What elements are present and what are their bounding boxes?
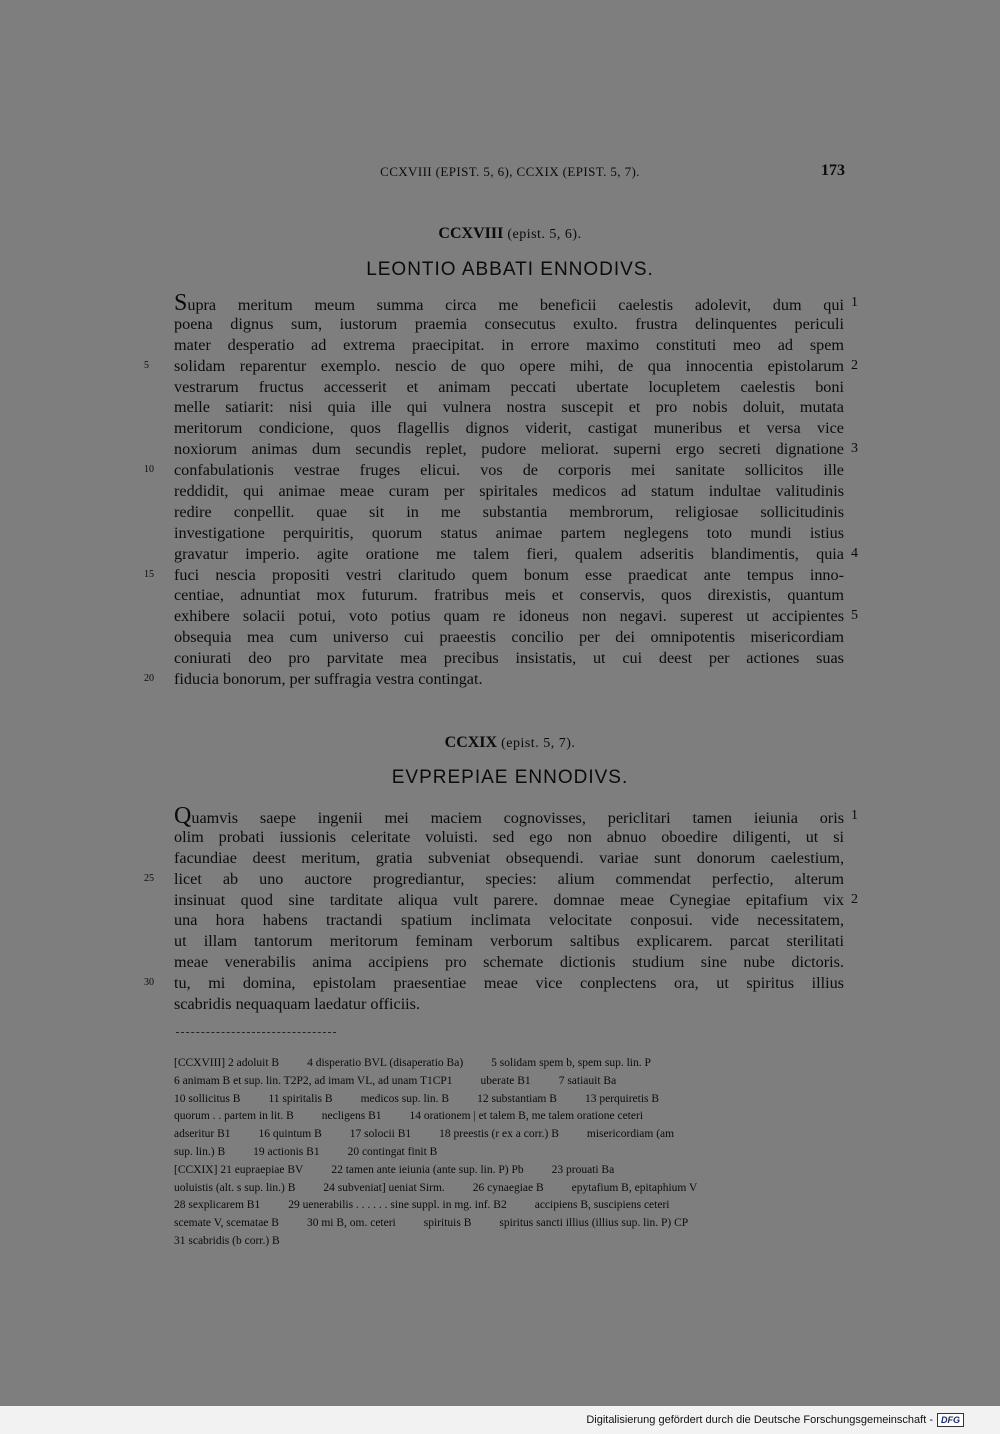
- section-address: LEONTIO ABBATI ENNODIVS.: [366, 259, 654, 280]
- critical-apparatus: [174, 1055, 846, 1251]
- text-line: [174, 931, 844, 952]
- running-head-title: CCXVIII (EPIST. 5, 6), CCXIX (EPIST. 5, 7).: [380, 164, 640, 179]
- text-line-content: exhibere solacii potui, voto potius quam re idoneus non negavi. superest ut accipientes: [174, 607, 844, 626]
- text-line: [174, 397, 844, 418]
- apparatus-entry: spirituis B: [423, 1217, 472, 1230]
- text-line-content: solidam reparentur exemplo. nescio de quo opere mihi, de qua innocentia epistolarum: [174, 356, 844, 375]
- funding-footer: [586, 1413, 964, 1427]
- apparatus-entry: 18 preestis (r ex a corr.) B: [439, 1128, 559, 1141]
- text-line-content: olim probati iussionis celeritate voluisti. sed ego non abnuo oboedire diligenti, ut si: [174, 827, 844, 846]
- section-heading-ccxviii: [175, 225, 845, 243]
- text-line-content: gravatur imperio. agite oratione me talem fieri, qualem adseritis blandimentis, quia: [174, 544, 844, 563]
- paragraph-number: 2: [851, 357, 858, 373]
- funding-text: Digitalisierung gefördert durch die Deutsche Forschungsgemeinschaft -: [586, 1414, 933, 1426]
- text-line: [144, 669, 844, 690]
- text-line-content: [174, 290, 844, 316]
- apparatus-entry: uoluistis (alt. s sup. lin.) B: [174, 1181, 296, 1194]
- apparatus-entry: scemate V, scematae B: [174, 1217, 279, 1230]
- apparatus-line: [174, 1197, 846, 1215]
- text-line: [144, 356, 858, 377]
- letter-text-ccxix: [144, 803, 858, 1015]
- text-line: [174, 627, 844, 648]
- first-line-rest: uamvis saepe ingenii mei maciem cognovisses, periclitari tamen ieiunia oris: [191, 809, 844, 827]
- apparatus-entry: [CCXIX] 21 eupraepiae BV: [174, 1163, 304, 1176]
- apparatus-line: [174, 1055, 846, 1073]
- section-reference: (epist. 5, 6).: [507, 227, 582, 242]
- apparatus-entry: accipiens B, suscipiens ceteri: [534, 1199, 670, 1212]
- text-line-content: meae venerabilis anima accipiens pro schemate dictionis studium sine nube dictoris.: [174, 953, 844, 972]
- paragraph-number: 2: [851, 891, 858, 907]
- section-reference: (epist. 5, 7).: [501, 736, 576, 751]
- text-line-content: una hora habens tractandi spatium inclimata velocitate conposui. vide necessitatem,: [174, 911, 844, 930]
- text-line: [174, 439, 858, 460]
- letter-text-ccxviii: [144, 290, 858, 690]
- paragraph-number: 5: [851, 608, 858, 624]
- apparatus-line: [174, 1233, 846, 1251]
- text-line: [174, 890, 858, 911]
- text-line: [174, 418, 844, 439]
- text-line: [174, 606, 858, 627]
- text-line-content: fiducia bonorum, per suffragia vestra contingat.: [174, 670, 483, 689]
- text-line-content: redire conpellit. quae sit in me substantia membrorum, religiosae sollicitudinis: [174, 502, 844, 521]
- text-line-content: mater desperatio ad extrema praecipitat. in errore maximo constituti meo ad spem: [174, 335, 844, 354]
- initial-letter: S: [174, 290, 188, 316]
- text-line-content: coniurati deo pro parvitate mea precibus insistatis, ut cui deest per actiones suas: [174, 649, 844, 668]
- line-number: 20: [144, 673, 154, 685]
- apparatus-line: [174, 1162, 846, 1180]
- line-number: 25: [144, 872, 154, 884]
- apparatus-entry: 7 satiauit Ba: [558, 1074, 617, 1087]
- text-line: [174, 523, 844, 544]
- section-number: CCXIX: [444, 734, 498, 751]
- apparatus-line: [174, 1108, 846, 1126]
- text-line: [144, 973, 844, 994]
- apparatus-line: [174, 1091, 846, 1109]
- text-line-content: [174, 803, 844, 829]
- dfg-logo: DFG: [937, 1413, 964, 1427]
- apparatus-entry: 20 contingat finit B: [347, 1145, 438, 1158]
- section-heading-ccxix: [175, 734, 845, 752]
- apparatus-entry: medicos sup. lin. B: [360, 1092, 450, 1105]
- apparatus-entry: 17 solocii B1: [349, 1128, 412, 1141]
- line-number: 10: [144, 464, 154, 476]
- text-line: [174, 335, 844, 356]
- page-number: 173: [821, 162, 845, 179]
- text-line: [144, 565, 844, 586]
- text-line-content: poena dignus sum, iustorum praemia consecutus exulto. frustra delinquentes periculi: [174, 314, 844, 333]
- text-line-content: facundiae deest meritum, gratia subveniat obsequendi. variae sunt donorum caelestium,: [174, 848, 844, 867]
- text-line: [174, 290, 858, 316]
- apparatus-entry: quorum . . partem in lit. B: [174, 1110, 294, 1123]
- text-line-content: melle satiarit: nisi quia ille qui vulnera nostra suscepit et pro nobis doluit, mutata: [174, 398, 844, 417]
- apparatus-line: [174, 1180, 846, 1198]
- paragraph-number: 4: [851, 545, 858, 561]
- text-line: [174, 481, 844, 502]
- apparatus-entry: 24 subveniat] ueniat Sirm.: [323, 1181, 445, 1194]
- text-line-content: tu, mi domina, epistolam praesentiae meae vice conplectens ora, ut spiritus illius: [174, 974, 844, 993]
- apparatus-entry: 22 tamen ante ieiunia (ante sup. lin. P) Pb: [331, 1163, 524, 1176]
- paragraph-number: 3: [851, 441, 858, 457]
- line-number: 15: [144, 568, 154, 580]
- text-line: [174, 952, 844, 973]
- text-line-content: scabridis nequaquam laedatur officiis.: [174, 995, 421, 1014]
- text-line-content: investigatione perquiritis, quorum status animae partem neglegens toto mundi istius: [174, 523, 844, 542]
- text-line-content: licet ab uno auctore progrediantur, species: alium commendat perfectio, alterum: [174, 869, 844, 888]
- apparatus-entry: misericordiam (am: [586, 1128, 675, 1141]
- apparatus-entry: 26 cynaegiae B: [472, 1181, 544, 1194]
- section-number: CCXVIII: [438, 225, 504, 242]
- running-head: [175, 162, 845, 184]
- apparatus-entry: 14 orationem | et talem B, me talem oratione ceteri: [409, 1110, 644, 1123]
- text-line-content: vestrarum fructus accesserit et animam peccati ubertate locupletem caelestis boni: [174, 377, 844, 396]
- apparatus-entry: 12 substantiam B: [477, 1092, 557, 1105]
- text-line: [174, 314, 844, 335]
- apparatus-line: [174, 1126, 846, 1144]
- section-address: EVPREPIAE ENNODIVS.: [391, 767, 629, 788]
- apparatus-entry: 19 actionis B1: [253, 1145, 320, 1158]
- apparatus-entry: 23 prouati Ba: [551, 1163, 615, 1176]
- text-line: [174, 803, 858, 829]
- footnote-rule: [176, 1032, 336, 1033]
- apparatus-entry: spiritus sancti illius (illius sup. lin. P) CP: [499, 1217, 689, 1230]
- apparatus-entry: 30 mi B, om. ceteri: [306, 1217, 396, 1230]
- apparatus-entry: 29 uenerabilis . . . . . . sine suppl. in mg. inf. B2: [288, 1199, 507, 1212]
- apparatus-line: [174, 1215, 846, 1233]
- line-number: 30: [144, 977, 154, 989]
- text-line: [174, 827, 844, 848]
- text-line: [174, 994, 844, 1015]
- apparatus-entry: 28 sexplicarem B1: [174, 1199, 261, 1212]
- apparatus-entry: necligens B1: [321, 1110, 382, 1123]
- text-line: [174, 585, 844, 606]
- text-line: [144, 869, 844, 890]
- text-line-content: insinuat quod sine tarditate aliqua vult parere. domnae meae Cynegiae epitafium vix: [174, 890, 844, 909]
- text-line: [174, 544, 858, 565]
- apparatus-entry: 31 scabridis (b corr.) B: [174, 1234, 280, 1247]
- text-line: [174, 848, 844, 869]
- text-line: [174, 648, 844, 669]
- text-line-content: confabulationis vestrae fruges elicui. vos de corporis mei sanitate sollicitos ille: [174, 461, 844, 480]
- apparatus-entry: 11 spiritalis B: [268, 1092, 333, 1105]
- apparatus-entry: sup. lin.) B: [174, 1145, 226, 1158]
- apparatus-line: [174, 1144, 846, 1162]
- apparatus-entry: [CCXVIII] 2 adoluit B: [174, 1057, 280, 1069]
- text-line-content: noxiorum animas dum secundis replet, pudore meliorat. superni ergo secreti dignatione: [174, 440, 844, 459]
- paragraph-number: 1: [851, 808, 858, 823]
- text-line-content: obsequia mea cum universo cui praeestis concilio per dei omnipotentis misericordiam: [174, 628, 844, 647]
- apparatus-entry: 10 sollicitus B: [174, 1092, 241, 1105]
- text-line-content: fuci nescia propositi vestri claritudo quem bonum esse praedicat ante tempus inno-: [174, 565, 844, 584]
- apparatus-entry: 13 perquiretis B: [584, 1092, 660, 1105]
- text-line: [144, 460, 844, 481]
- text-line-content: ut illam tantorum meritorum feminam verborum saltibus explicarem. parcat sterilitati: [174, 932, 844, 951]
- apparatus-entry: 4 disperatio BVL (disaperatio Ba): [307, 1057, 464, 1069]
- apparatus-entry: 16 quintum B: [258, 1128, 322, 1141]
- apparatus-entry: 5 solidam spem b, spem sup. lin. P: [491, 1057, 651, 1069]
- text-line: [174, 910, 844, 931]
- first-line-rest: upra meritum meum summa circa me beneficii caelestis adolevit, dum qui: [187, 296, 844, 314]
- text-line-content: centiae, adnuntiat mox futurum. fratribus meis et conservis, quos direxistis, quantum: [174, 586, 844, 605]
- text-line-content: reddidit, qui animae meae curam per spiritales medicos ad statum indultae valitudinis: [174, 482, 844, 501]
- text-line-content: meritorum condicione, quos flagellis dignos viderit, castigat muneribus et versa vice: [174, 419, 844, 438]
- apparatus-entry: adseritur B1: [174, 1128, 231, 1141]
- initial-letter: Q: [174, 803, 192, 829]
- paragraph-number: 1: [851, 295, 858, 310]
- apparatus-entry: epytafium B, epitaphium V: [571, 1181, 698, 1194]
- apparatus-entry: 6 animam B et sup. lin. T2P2, ad imam VL, ad unam T1CP1: [174, 1074, 453, 1087]
- apparatus-line: [174, 1073, 846, 1091]
- line-number: 5: [144, 359, 149, 371]
- text-line: [174, 502, 844, 523]
- apparatus-entry: uberate B1: [480, 1074, 531, 1087]
- text-line: [174, 377, 844, 398]
